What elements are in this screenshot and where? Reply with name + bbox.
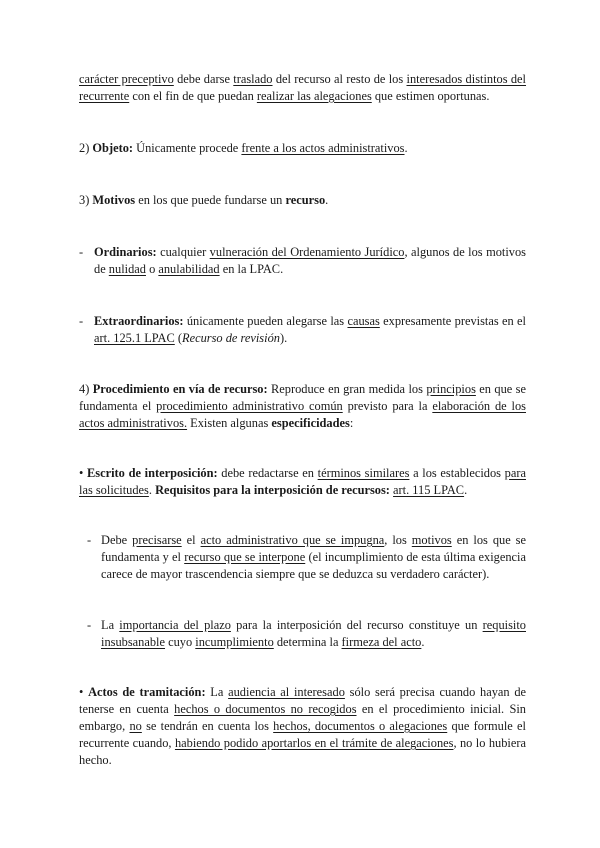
underlined-text: hechos, documentos o alegaciones (273, 719, 448, 733)
paragraph-escrito (79, 465, 526, 499)
text: . (325, 193, 329, 207)
text: (el incumplimiento de esta última exigencia carece de mayor trascendencia siempre que se deduzca su verdadero carácter). (101, 550, 527, 581)
text: previsto para la (342, 399, 433, 413)
text: debe darse (173, 72, 234, 86)
list-item-debe-precisarse (87, 532, 526, 583)
text: del recurso al resto de los (272, 72, 407, 86)
text: . (404, 141, 408, 155)
underlined-text: causas (347, 314, 380, 328)
text: . (464, 483, 468, 497)
underlined-text: recurso que se interpone (184, 550, 306, 564)
text: en los que puede fundarse un (135, 193, 286, 207)
underlined-text: anulabilidad (158, 262, 220, 276)
text: La (101, 618, 120, 632)
heading-procedimiento: Procedimiento en vía de recurso: (92, 382, 268, 396)
dash-bullet: - (87, 533, 92, 547)
text: . (148, 483, 156, 497)
underlined-text: habiendo podido aportarlos en el trámite de alegaciones (174, 736, 454, 750)
bold-text: especificidades (271, 416, 350, 430)
paragraph-traslado (79, 71, 526, 105)
text: sólo será precisa cuando hayan de tenerse en cuenta (79, 685, 527, 716)
underlined-text: firmeza del acto (341, 635, 422, 649)
text: ). (279, 331, 288, 345)
text: determina la (273, 635, 342, 649)
underlined-text: hechos o documentos no recogidos (174, 702, 357, 716)
text: a los establecidos (409, 466, 505, 480)
text: , los (384, 533, 412, 547)
text: cualquier (156, 245, 210, 259)
heading-extraordinarios: Extraordinarios: (94, 314, 184, 328)
text: , no lo hubiera hecho. (79, 736, 527, 767)
underlined-text: precisarse (132, 533, 182, 547)
underlined-text: carácter preceptivo (79, 72, 174, 86)
text: La (205, 685, 229, 699)
bold-text: Requisitos para la interposición de recursos: (155, 483, 390, 497)
heading-actos-tramitacion: Actos de tramitación: (88, 685, 206, 699)
underlined-text: interesados distintos del recurrente (79, 72, 527, 103)
text: con el fin de que puedan (129, 89, 257, 103)
underlined-text: motivos (411, 533, 452, 547)
paragraph-objeto (79, 140, 526, 157)
underlined-text: para las solicitudes (79, 466, 526, 497)
text: en el procedimiento inicial. Sin embargo, (79, 702, 526, 733)
text: en la LPAC. (219, 262, 284, 276)
text: Únicamente procede (133, 141, 242, 155)
heading-escrito: Escrito de interposición: (87, 466, 218, 480)
bullet-dot: • (79, 466, 88, 480)
underlined-text: acto administrativo que se impugna (200, 533, 385, 547)
text: en los que se fundamenta y el (101, 533, 527, 564)
underlined-text: vulneración del Ordenamiento Jurídico (209, 245, 405, 259)
dash-bullet: - (79, 314, 84, 328)
list-item-extraordinarios (79, 313, 526, 347)
text: el (181, 533, 201, 547)
underlined-text: no (129, 719, 142, 733)
paragraph-actos-tramitacion (79, 684, 526, 769)
text: o (145, 262, 159, 276)
underlined-text: importancia del plazo (119, 618, 231, 632)
underlined-text: procedimiento administrativo común (156, 399, 343, 413)
text: ( (174, 331, 183, 345)
text: Debe (101, 533, 133, 547)
underlined-text: art. 125.1 LPAC (94, 331, 175, 345)
underlined-text: nulidad (108, 262, 146, 276)
underlined-text: requisito insubsanable (101, 618, 526, 649)
text: que formule el recurrente cuando, (79, 719, 526, 750)
text: , algunos de los motivos de (94, 245, 526, 276)
underlined-text: realizar las alegaciones (256, 89, 372, 103)
underlined-text: art. 115 LPAC (393, 483, 465, 497)
underlined-text: términos similares (317, 466, 410, 480)
text: debe redactarse en (217, 466, 318, 480)
text: se tendrán en cuenta los (141, 719, 274, 733)
underlined-text: audiencia al interesado (228, 685, 345, 699)
underlined-text: incumplimiento (195, 635, 274, 649)
underlined-text: principios (426, 382, 476, 396)
text: : (349, 416, 354, 430)
list-item-importancia-plazo (87, 617, 526, 651)
italic-text: Recurso de revisión (182, 331, 280, 345)
heading-ordinarios: Ordinarios: (94, 245, 157, 259)
bullet-dot: • (79, 685, 89, 699)
underlined-text: elaboración de los actos administrativos. (79, 399, 526, 430)
heading-objeto: Objeto: (92, 141, 134, 155)
text: para la interposición del recurso constituye un (230, 618, 483, 632)
bold-text: recurso (285, 193, 326, 207)
item-number: 4) (79, 382, 93, 396)
text: que estimen oportunas. (371, 89, 490, 103)
heading-motivos: Motivos (92, 193, 136, 207)
text: expresamente previstas en el (379, 314, 526, 328)
text: Existen algunas (187, 416, 272, 430)
dash-bullet: - (87, 618, 92, 632)
text: cuyo (165, 635, 196, 649)
text: en que se fundamenta el (79, 382, 526, 413)
text: . (421, 635, 425, 649)
list-item-ordinarios (79, 244, 526, 278)
item-number: 2) (79, 141, 93, 155)
underlined-text: frente a los actos administrativos (241, 141, 405, 155)
dash-bullet: - (79, 245, 84, 259)
paragraph-procedimiento (79, 381, 526, 432)
text: únicamente pueden alegarse las (183, 314, 348, 328)
paragraph-motivos (79, 192, 526, 209)
text: Reproduce en gran medida los (267, 382, 427, 396)
item-number: 3) (79, 193, 93, 207)
underlined-text: traslado (233, 72, 273, 86)
